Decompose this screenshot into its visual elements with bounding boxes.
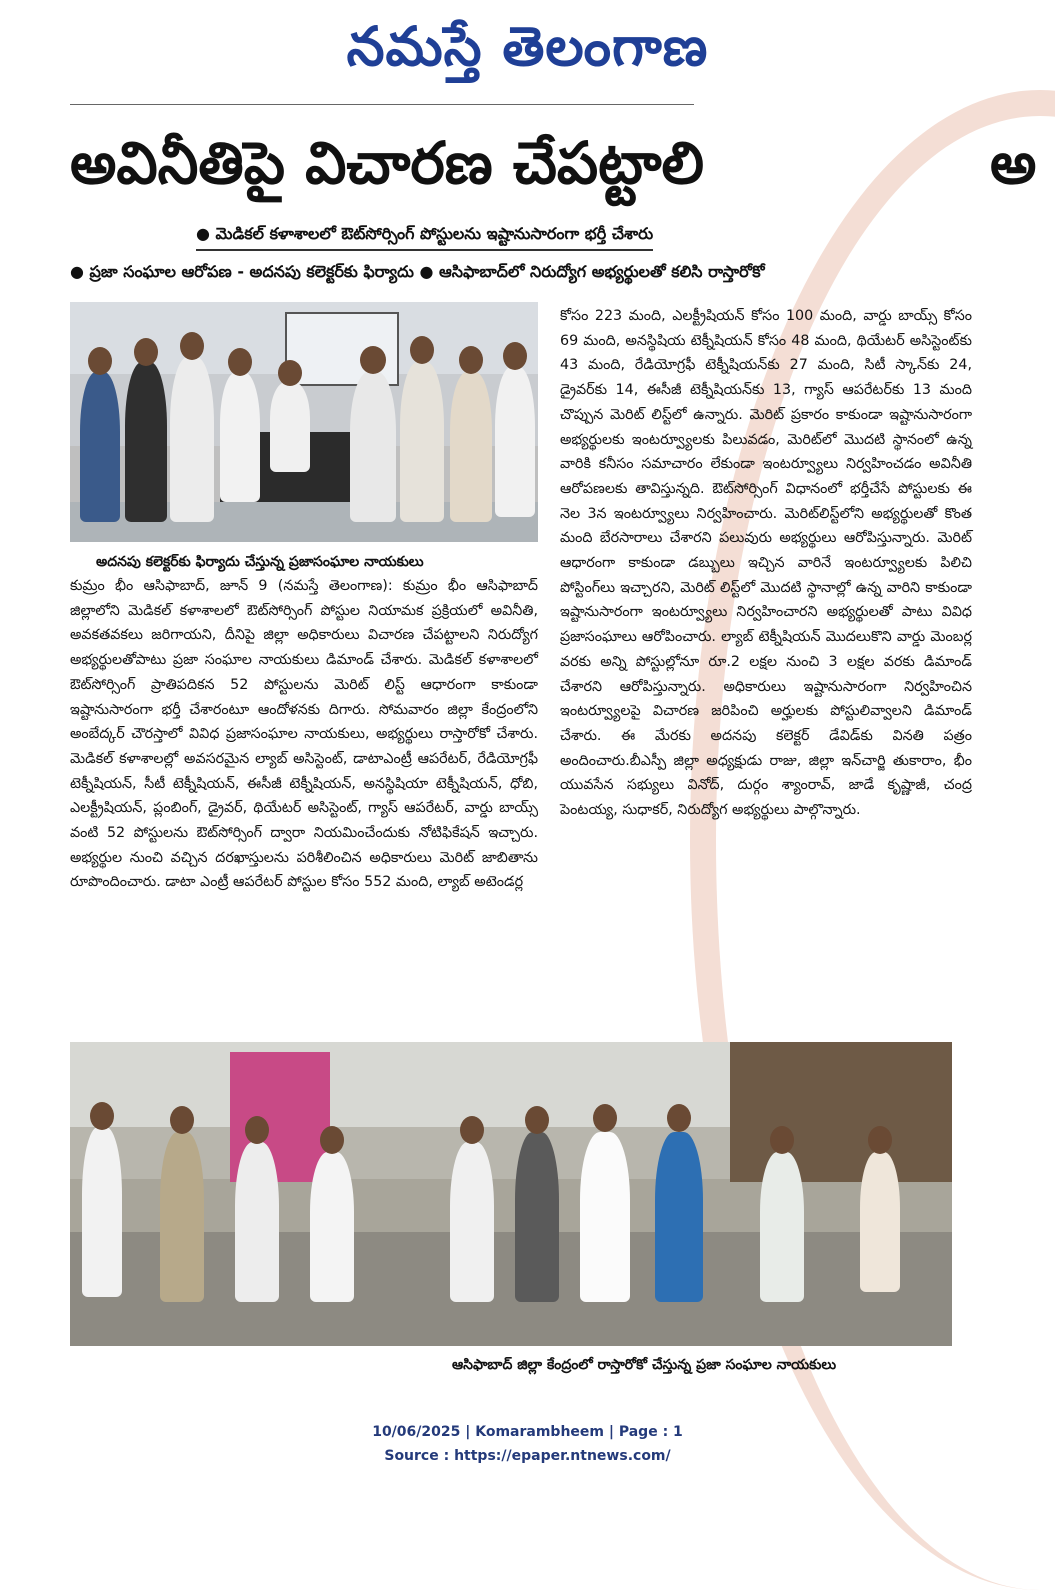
photo-figure bbox=[170, 357, 214, 522]
photo-complaint-meeting bbox=[70, 302, 538, 542]
photo-figure-head bbox=[245, 1116, 269, 1144]
photo-figure bbox=[125, 362, 167, 522]
subheadline-2: ● ప్రజా సంఘాల ఆరోపణ - అదనపు కలెక్టర్‌కు ఫిర్యాదు ● ఆసిఫాబాద్‌లో నిరుద్యోగ అభ్యర్థులతో కలిసి రాస్తారోకో bbox=[70, 262, 765, 281]
photo-figure bbox=[270, 382, 310, 472]
photo-figure bbox=[235, 1142, 279, 1302]
photo-figure bbox=[860, 1152, 900, 1292]
masthead-divider bbox=[70, 104, 694, 105]
photo-figure-head bbox=[170, 1106, 194, 1134]
photo-figure-head bbox=[593, 1104, 617, 1132]
photo-figure-head bbox=[134, 338, 158, 366]
article-column-2 bbox=[560, 304, 972, 823]
photo-figure bbox=[450, 1142, 494, 1302]
article-column-1 bbox=[70, 574, 538, 895]
photo-figure-head bbox=[459, 346, 483, 374]
photo-figure-head bbox=[88, 347, 112, 375]
photo-figure-head bbox=[90, 1102, 114, 1130]
photo-figure-head bbox=[525, 1106, 549, 1134]
photo-figure-head bbox=[460, 1116, 484, 1144]
photo-figure-head bbox=[667, 1104, 691, 1132]
photo-rasta-roko bbox=[70, 1042, 952, 1346]
page-footer-date: 10/06/2025 | Komarambheem | Page : 1 bbox=[372, 1424, 683, 1440]
photo-figure bbox=[160, 1132, 204, 1302]
photo-figure-head bbox=[228, 348, 252, 376]
article-paragraph: కోసం 223 మంది, ఎలక్ట్రీషియన్‌ కోసం 100 మంది, వార్డు బాయ్స్‌ కోసం 69 మంది, అనస్థిషియ టెక్నీషియన్‌ కోసం 48 మంది, థియేటర్‌ అసిస్టెంట్‌కు 43 మంది, రేడియోగ్రఫీ టెక్నీషియన్‌కు 27 మంది, సిటీ స్కాన్‌కు 24, డ్రైవర్‌కు 14, ఈసీజీ టెక్నీషియన్‌కు 13, గ్యాస్‌ ఆపరేటర్‌కు 13 మంది చొప్పున మెరిట్‌ లిస్ట్‌లో ఉన్నారు. మెరిట్‌ ప్రకారం కాకుండా ఇష్టానుసారంగా అభ్యర్థులకు ఇంటర్వ్యూలకు పిలువడం, మెరిట్‌లో మొదటి స్థానంలో ఉన్న వారికి కనీసం సమాచారం లేకుండా ఇంటర్వ్యూలు నిర్వహించడం అవినీతి ఆరోపణలకు తావిస్తున్నది. ఔట్‌సోర్సింగ్‌ విధానంలో భర్తీచేసే పోస్టులకు ఈ నెల 3న ఇంటర్వ్యూలు నిర్వహించారు. మెరిట్‌లిస్ట్‌లోని అభ్యర్థులతో కొంత మంది బేరసారాలు చేశారని పలువురు అభ్యర్థులు ఆరోపిస్తున్నారు. మెరిట్‌ ఆధారంగా కాకుండా డబ్బులు ఇచ్చిన వారినే ఇంటర్వ్యూలకు పిలిచి పోస్టింగ్‌లు ఇచ్చారని, మెరిట్‌ లిస్ట్‌లో మొదటి స్థానాల్లో ఉన్న వారిని కాకుండా ఇష్టానుసారంగా ఇంటర్వ్యూలు నిర్వహించారని అభ్యర్థులతో పాటు వివిధ ప్రజాసంఘాలు ఆరోపించారు. ల్యాబ్‌ టెక్నీషియన్‌ మొదలుకొని వార్డు మెంబర్ల వరకు అన్ని పోస్టుల్లోనూ రూ.2 లక్షల నుంచి 3 లక్షల వరకు డిమాండ్‌ చేశారని ఆరోపిస్తున్నారు. అధికారులు ఇష్టానుసారంగా నిర్వహించిన ఇంటర్వ్యూలపై విచారణ జరిపించి అర్హులకు పోస్టులివ్వాలని డిమాండ్‌ చేశారు. ఈ మేరకు అదనపు కలెక్టర్‌ డేవిడ్‌కు వినతి పత్రం అందించారు.బీఎస్పీ జిల్లా అధ్యక్షుడు రాజు, జిల్లా ఇన్‌చార్జి తుకారాం, భీం యువసేన సభ్యులు వినోద్‌, దుర్గం శ్యాంరావ్‌, జాడే కృష్ణాజీ, చంద్ర పెంటయ్య, సుధాకర్‌, నిరుద్యోగ అభ్యర్థులు పాల్గొన్నారు. bbox=[560, 308, 972, 819]
photo-figure bbox=[80, 372, 120, 522]
photo-figure-head bbox=[410, 336, 434, 364]
photo-figure bbox=[82, 1127, 122, 1297]
article-headline: అవినీతిపై విచారణ చేపట్టాలి bbox=[70, 129, 705, 197]
photo2-caption: ఆసిఫాబాద్‌ జిల్లా కేంద్రంలో రాస్తారోకో చేస్తున్న ప్రజా సంఘాల నాయకులు bbox=[452, 1357, 837, 1373]
photo-figure-head bbox=[503, 342, 527, 370]
photo-figure-head bbox=[320, 1126, 344, 1154]
page-footer-source: Source : https://epaper.ntnews.com/ bbox=[384, 1448, 671, 1464]
photo-figure-head bbox=[360, 346, 386, 374]
photo1-caption: అదనపు కలెక్టర్‌కు ఫిర్యాదు చేస్తున్న ప్రజాసంఘాల నాయకులు bbox=[96, 554, 424, 570]
photo-figure bbox=[580, 1132, 630, 1302]
subheadline-1: ● మెడికల్‌ కళాశాలలో ఔట్‌సోర్సింగ్‌ పోస్టులను ఇష్టానుసారంగా భర్తీ చేశారు bbox=[196, 224, 653, 251]
photo-figure bbox=[450, 372, 492, 522]
photo-figure-head bbox=[180, 332, 204, 360]
photo-figure bbox=[515, 1132, 559, 1302]
photo-shops bbox=[730, 1042, 952, 1182]
article-paragraph: కుమ్రం భీం ఆసిఫాబాద్‌, జూన్‌ 9 (నమస్తే తెలంగాణ): కుమ్రం భీం ఆసిఫాబాద్‌ జిల్లాలోని మెడికల్‌ కళాశాలలో ఔట్‌సోర్సింగ్‌ పోస్టుల నియామక ప్రక్రియలో అవినీతి, అవకతవకలు జరిగాయని, దీనిపై జిల్లా అధికారులు విచారణ చేపట్టాలని నిరుద్యోగ అభ్యర్థులతోపాటు ప్రజా సంఘాల నాయకులు డిమాండ్‌ చేశారు. మెడికల్‌ కళాశాలలో ఔట్‌సోర్సింగ్‌ ప్రాతిపదికన 52 పోస్టులను మెరిట్‌ లిస్ట్‌ ఆధారంగా కాకుండా ఇష్టానుసారంగా భర్తీ చేశారంటూ ఆందోళనకు దిగారు. సోమవారం జిల్లా కేంద్రంలోని అంబేద్కర్‌ చౌరస్తాలో వివిధ ప్రజాసంఘాల నాయకులు, అభ్యర్థులు రాస్తారోకో చేశారు. మెడికల్‌ కళాశాలల్లో అవసరమైన ల్యాబ్‌ అసిస్టెంట్‌, డాటాఎంట్రీ ఆపరేటర్‌, రేడియోగ్రఫీ టెక్నీషియన్‌, సీటీ టెక్నీషియన్‌, ఈసీజీ టెక్నీషియన్‌, అనస్థిషియా టెక్నీషియన్‌, ధోబి, ఎలక్ట్రీషియన్‌, ప్లంబింగ్‌, డ్రైవర్‌, థియేటర్‌ అసిస్టెంట్‌, గ్యాస్‌ ఆపరేటర్‌, వార్డు బాయ్స్‌ వంటి 52 పోస్టులను ఔట్‌సోర్సింగ్‌ ద్వారా నియమించేందుకు నోటిఫికేషన్‌ ఇచ్చారు. అభ్యర్థుల నుంచి వచ్చిన దరఖాస్తులను పరిశీలించిన అధికారులు మెరిట్‌ జాబితాను రూపొందించారు. డాటా ఎంట్రీ ఆపరేటర్‌ పోస్టుల కోసం 552 మంది, ల్యాబ్‌ అటెండర్ల bbox=[70, 578, 538, 891]
photo-figure bbox=[310, 1152, 354, 1302]
newspaper-masthead: నమస్తే తెలంగాణ bbox=[346, 14, 709, 78]
photo-figure bbox=[655, 1132, 703, 1302]
photo-figure bbox=[400, 362, 444, 522]
photo-figure bbox=[350, 372, 396, 522]
photo-figure bbox=[760, 1152, 804, 1302]
photo-figure bbox=[220, 372, 260, 502]
adjacent-article-letter: అ bbox=[990, 129, 1037, 197]
photo-figure bbox=[495, 367, 535, 517]
photo-figure-head bbox=[770, 1126, 794, 1154]
photo-figure-head bbox=[868, 1126, 892, 1154]
photo-figure-head bbox=[278, 360, 302, 386]
